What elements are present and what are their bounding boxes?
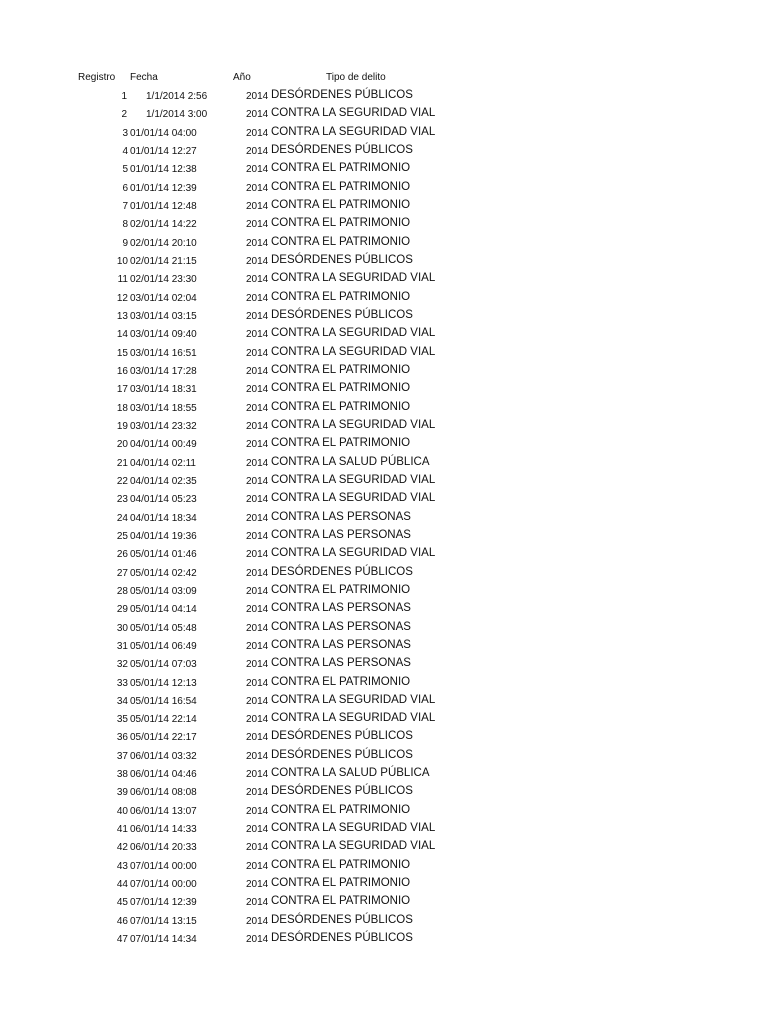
cell-registro: 17: [116, 384, 128, 396]
table-row: [0, 748, 768, 766]
cell-fecha: 06/01/14 04:46: [130, 769, 197, 781]
cell-anio: 2014: [246, 879, 269, 891]
cell-tipo-delito: CONTRA EL PATRIMONIO: [271, 382, 411, 395]
table-row: [0, 839, 768, 857]
cell-fecha: 05/01/14 04:14: [130, 604, 197, 616]
cell-anio: 2014: [246, 91, 269, 102]
table-row: [0, 143, 768, 161]
cell-tipo-delito: CONTRA EL PATRIMONIO: [271, 363, 411, 376]
cell-fecha: 07/01/14 12:39: [130, 897, 197, 909]
cell-fecha: 06/01/14 20:33: [130, 842, 197, 854]
cell-registro: 47: [116, 934, 128, 946]
cell-fecha: 03/01/14 18:55: [130, 402, 197, 414]
cell-anio: 2014: [246, 164, 269, 176]
cell-tipo-delito: CONTRA EL PATRIMONIO: [271, 895, 411, 908]
cell-registro: 25: [116, 530, 128, 542]
cell-anio: 2014: [246, 384, 269, 396]
cell-registro: 42: [116, 842, 128, 854]
cell-tipo-delito: CONTRA EL PATRIMONIO: [271, 198, 411, 211]
cell-tipo-delito: CONTRA LA SEGURIDAD VIAL: [271, 327, 436, 340]
cell-anio: 2014: [246, 604, 269, 616]
table-row: [0, 326, 768, 344]
cell-tipo-delito: CONTRA LA SEGURIDAD VIAL: [271, 125, 436, 138]
cell-anio: 2014: [246, 145, 269, 157]
cell-tipo-delito: CONTRA LAS PERSONAS: [271, 528, 411, 541]
cell-fecha: 02/01/14 20:10: [130, 237, 197, 249]
cell-fecha: 05/01/14 07:03: [130, 659, 197, 671]
cell-anio: 2014: [246, 659, 269, 671]
cell-registro: 8: [122, 219, 128, 231]
cell-anio: 2014: [246, 439, 269, 451]
cell-anio: 2014: [246, 732, 269, 744]
table-row: [0, 546, 768, 564]
cell-anio: 2014: [246, 255, 269, 267]
table-row: [0, 638, 768, 656]
cell-registro: 9: [122, 237, 128, 249]
table-header: [0, 72, 768, 88]
cell-fecha: 06/01/14 03:32: [130, 750, 197, 762]
table-row: [0, 858, 768, 876]
table-row: [0, 656, 768, 674]
cell-fecha: 02/01/14 14:22: [130, 219, 197, 231]
cell-tipo-delito: DESÓRDENES PÚBLICOS: [271, 730, 413, 743]
table-row: [0, 913, 768, 931]
cell-registro: 32: [116, 659, 128, 671]
cell-tipo-delito: CONTRA LA SEGURIDAD VIAL: [271, 840, 436, 853]
cell-registro: 19: [116, 420, 128, 432]
table-row: [0, 675, 768, 693]
cell-tipo-delito: CONTRA EL PATRIMONIO: [271, 583, 411, 596]
table-row: [0, 491, 768, 509]
cell-tipo-delito: CONTRA EL PATRIMONIO: [271, 877, 411, 890]
cell-tipo-delito: CONTRA LAS PERSONAS: [271, 510, 411, 523]
cell-anio: 2014: [246, 109, 269, 121]
cell-tipo-delito: CONTRA LA SEGURIDAD VIAL: [271, 473, 436, 486]
cell-fecha: 05/01/14 22:14: [130, 714, 197, 726]
table-row: [0, 161, 768, 179]
cell-fecha: 03/01/14 03:15: [130, 310, 197, 322]
cell-fecha: 01/01/14 12:48: [130, 200, 197, 212]
table-row: [0, 821, 768, 839]
cell-fecha: 03/01/14 02:04: [130, 292, 197, 304]
cell-anio: 2014: [246, 329, 269, 341]
table-row: [0, 583, 768, 601]
cell-registro: 4: [122, 145, 128, 157]
cell-registro: 18: [116, 402, 128, 414]
cell-fecha: 05/01/14 22:17: [130, 732, 197, 744]
table-row: [0, 363, 768, 381]
cell-anio: 2014: [246, 127, 269, 139]
cell-tipo-delito: CONTRA LAS PERSONAS: [271, 638, 411, 651]
cell-fecha: 06/01/14 14:33: [130, 824, 197, 836]
cell-tipo-delito: CONTRA EL PATRIMONIO: [271, 400, 411, 413]
cell-tipo-delito: CONTRA LA SEGURIDAD VIAL: [271, 712, 436, 725]
cell-anio: 2014: [246, 585, 269, 597]
cell-fecha: 05/01/14 01:46: [130, 549, 197, 561]
cell-anio: 2014: [246, 512, 269, 524]
cell-anio: 2014: [246, 824, 269, 836]
table-row: [0, 290, 768, 308]
cell-fecha: 02/01/14 23:30: [130, 274, 197, 286]
cell-anio: 2014: [246, 182, 269, 194]
cell-registro: 45: [116, 897, 128, 909]
cell-registro: 39: [116, 787, 128, 799]
cell-fecha: 07/01/14 00:00: [130, 860, 197, 872]
cell-tipo-delito: CONTRA EL PATRIMONIO: [271, 290, 411, 303]
cell-tipo-delito: DESÓRDENES PÚBLICOS: [271, 932, 413, 945]
cell-fecha: 07/01/14 13:15: [130, 915, 197, 927]
cell-fecha: 01/01/14 12:38: [130, 164, 197, 176]
cell-fecha: 05/01/14 16:54: [130, 695, 197, 707]
cell-tipo-delito: CONTRA EL PATRIMONIO: [271, 162, 411, 175]
cell-registro: 21: [116, 457, 128, 469]
cell-fecha: 07/01/14 14:34: [130, 934, 197, 946]
cell-registro: 36: [116, 732, 128, 744]
cell-anio: 2014: [246, 274, 269, 286]
cell-fecha: 04/01/14 18:34: [130, 512, 197, 524]
cell-anio: 2014: [246, 787, 269, 799]
cell-registro: 35: [116, 714, 128, 726]
cell-fecha: 05/01/14 12:13: [130, 677, 197, 689]
cell-fecha: 06/01/14 13:07: [130, 805, 197, 817]
table-row: [0, 601, 768, 619]
cell-registro: 31: [116, 640, 128, 652]
table-row: [0, 381, 768, 399]
cell-registro: 38: [116, 769, 128, 781]
cell-fecha: 04/01/14 00:49: [130, 439, 197, 451]
header-tipo-delito: Tipo de delito: [326, 72, 386, 83]
cell-fecha: 05/01/14 03:09: [130, 585, 197, 597]
cell-tipo-delito: CONTRA LA SEGURIDAD VIAL: [271, 547, 436, 560]
cell-anio: 2014: [246, 494, 269, 506]
cell-tipo-delito: DESÓRDENES PÚBLICOS: [271, 785, 413, 798]
cell-registro: 7: [122, 200, 128, 212]
table-row: [0, 436, 768, 454]
cell-anio: 2014: [246, 475, 269, 487]
cell-registro: 34: [116, 695, 128, 707]
cell-tipo-delito: CONTRA LA SEGURIDAD VIAL: [271, 107, 436, 120]
cell-fecha: 05/01/14 05:48: [130, 622, 197, 634]
cell-fecha: 05/01/14 06:49: [130, 640, 197, 652]
cell-tipo-delito: DESÓRDENES PÚBLICOS: [271, 253, 413, 266]
table-row: [0, 473, 768, 491]
cell-anio: 2014: [246, 769, 269, 781]
table-row: [0, 180, 768, 198]
cell-fecha: 01/01/14 04:00: [130, 127, 197, 139]
cell-tipo-delito: CONTRA EL PATRIMONIO: [271, 217, 411, 230]
cell-fecha: 01/01/14 12:39: [130, 182, 197, 194]
cell-registro: 43: [116, 860, 128, 872]
cell-fecha: 1/1/2014 2:56: [146, 91, 208, 102]
cell-fecha: 04/01/14 19:36: [130, 530, 197, 542]
cell-anio: 2014: [246, 897, 269, 909]
cell-fecha: 06/01/14 08:08: [130, 787, 197, 799]
cell-tipo-delito: DESÓRDENES PÚBLICOS: [271, 89, 413, 101]
header-registro: Registro: [78, 72, 116, 83]
cell-anio: 2014: [246, 695, 269, 707]
cell-registro: 29: [116, 604, 128, 616]
cell-anio: 2014: [246, 420, 269, 432]
cell-tipo-delito: CONTRA LA SEGURIDAD VIAL: [271, 418, 436, 431]
cell-tipo-delito: CONTRA EL PATRIMONIO: [271, 180, 411, 193]
table-row: [0, 106, 768, 124]
table-row: [0, 125, 768, 143]
cell-anio: 2014: [246, 292, 269, 304]
cell-tipo-delito: CONTRA EL PATRIMONIO: [271, 675, 411, 688]
cell-tipo-delito: DESÓRDENES PÚBLICOS: [271, 143, 413, 156]
cell-fecha: 1/1/2014 3:00: [146, 109, 208, 121]
cell-registro: 28: [116, 585, 128, 597]
cell-tipo-delito: DESÓRDENES PÚBLICOS: [271, 913, 413, 926]
cell-registro: 10: [116, 255, 128, 267]
cell-tipo-delito: CONTRA EL PATRIMONIO: [271, 858, 411, 871]
cell-registro: 14: [116, 329, 128, 341]
cell-fecha: 03/01/14 09:40: [130, 329, 197, 341]
cell-tipo-delito: DESÓRDENES PÚBLICOS: [271, 308, 413, 321]
table-row: [0, 510, 768, 528]
cell-fecha: 04/01/14 05:23: [130, 494, 197, 506]
table-row: [0, 711, 768, 729]
cell-anio: 2014: [246, 677, 269, 689]
cell-fecha: 03/01/14 18:31: [130, 384, 197, 396]
cell-anio: 2014: [246, 622, 269, 634]
cell-fecha: 04/01/14 02:11: [130, 457, 196, 469]
cell-registro: 24: [116, 512, 128, 524]
cell-registro: 6: [122, 182, 128, 194]
table-row: [0, 345, 768, 363]
table-row: [0, 88, 768, 106]
cell-tipo-delito: CONTRA LA SEGURIDAD VIAL: [271, 492, 436, 505]
table-row: [0, 235, 768, 253]
table-row: [0, 803, 768, 821]
cell-fecha: 02/01/14 21:15: [130, 255, 197, 267]
table-row: [0, 271, 768, 289]
cell-registro: 26: [116, 549, 128, 561]
cell-fecha: 03/01/14 17:28: [130, 365, 197, 377]
table-row: [0, 253, 768, 271]
cell-registro: 11: [117, 274, 128, 286]
cell-anio: 2014: [246, 310, 269, 322]
cell-tipo-delito: CONTRA LAS PERSONAS: [271, 602, 411, 615]
cell-tipo-delito: CONTRA EL PATRIMONIO: [271, 437, 411, 450]
cell-tipo-delito: DESÓRDENES PÚBLICOS: [271, 748, 413, 761]
cell-tipo-delito: CONTRA EL PATRIMONIO: [271, 803, 411, 816]
cell-registro: 33: [116, 677, 128, 689]
cell-tipo-delito: CONTRA LA SEGURIDAD VIAL: [271, 272, 436, 285]
table-row: [0, 876, 768, 894]
cell-tipo-delito: CONTRA LA SALUD PÚBLICA: [271, 767, 430, 780]
cell-fecha: 04/01/14 02:35: [130, 475, 197, 487]
cell-registro: 22: [116, 475, 128, 487]
table-row: [0, 729, 768, 747]
table-row: [0, 784, 768, 802]
table-row: [0, 894, 768, 912]
table-row: [0, 693, 768, 711]
table-row: [0, 565, 768, 583]
cell-anio: 2014: [246, 402, 269, 414]
cell-registro: 44: [116, 879, 128, 891]
cell-anio: 2014: [246, 750, 269, 762]
cell-anio: 2014: [246, 915, 269, 927]
cell-anio: 2014: [246, 860, 269, 872]
cell-registro: 3: [122, 127, 128, 139]
cell-fecha: 01/01/14 12:27: [130, 145, 197, 157]
cell-tipo-delito: DESÓRDENES PÚBLICOS: [271, 565, 413, 578]
cell-tipo-delito: CONTRA LAS PERSONAS: [271, 620, 411, 633]
table-row: [0, 216, 768, 234]
cell-anio: 2014: [246, 640, 269, 652]
table-row: [0, 455, 768, 473]
cell-anio: 2014: [246, 530, 269, 542]
cell-registro: 30: [116, 622, 128, 634]
header-anio: Año: [233, 72, 251, 83]
cell-tipo-delito: CONTRA EL PATRIMONIO: [271, 235, 411, 248]
cell-anio: 2014: [246, 365, 269, 377]
cell-anio: 2014: [246, 842, 269, 854]
cell-anio: 2014: [246, 347, 269, 359]
cell-anio: 2014: [246, 714, 269, 726]
table-row: [0, 620, 768, 638]
table-row: [0, 528, 768, 546]
cell-registro: 16: [116, 365, 128, 377]
cell-registro: 27: [116, 567, 128, 579]
cell-registro: 41: [116, 824, 128, 836]
cell-registro: 12: [116, 292, 128, 304]
cell-registro: 23: [116, 494, 128, 506]
header-fecha: Fecha: [130, 72, 158, 83]
cell-registro: 20: [116, 439, 128, 451]
cell-registro: 13: [116, 310, 128, 322]
cell-fecha: 07/01/14 00:00: [130, 879, 197, 891]
cell-registro: 37: [116, 750, 128, 762]
cell-fecha: 03/01/14 23:32: [130, 420, 197, 432]
table-row: [0, 308, 768, 326]
cell-registro: 15: [116, 347, 128, 359]
cell-tipo-delito: CONTRA LAS PERSONAS: [271, 657, 411, 670]
table-body: [0, 88, 768, 949]
cell-fecha: 03/01/14 16:51: [130, 347, 197, 359]
table-row: [0, 766, 768, 784]
cell-tipo-delito: CONTRA LA SEGURIDAD VIAL: [271, 693, 436, 706]
table-row: [0, 931, 768, 949]
cell-tipo-delito: CONTRA LA SEGURIDAD VIAL: [271, 822, 436, 835]
cell-registro: 1: [121, 91, 127, 102]
cell-tipo-delito: CONTRA LA SEGURIDAD VIAL: [271, 345, 436, 358]
table-row: [0, 418, 768, 436]
cell-registro: 5: [122, 164, 128, 176]
cell-anio: 2014: [246, 200, 269, 212]
cell-anio: 2014: [246, 567, 269, 579]
cell-tipo-delito: CONTRA LA SALUD PÚBLICA: [271, 455, 430, 468]
cell-anio: 2014: [246, 549, 269, 561]
cell-registro: 46: [116, 915, 128, 927]
cell-registro: 40: [116, 805, 128, 817]
cell-anio: 2014: [246, 219, 269, 231]
cell-anio: 2014: [246, 237, 269, 249]
table-row: [0, 400, 768, 418]
cell-fecha: 05/01/14 02:42: [130, 567, 197, 579]
cell-registro: 2: [121, 109, 127, 121]
cell-anio: 2014: [246, 934, 269, 946]
cell-anio: 2014: [246, 457, 269, 469]
table-row: [0, 198, 768, 216]
cell-anio: 2014: [246, 805, 269, 817]
